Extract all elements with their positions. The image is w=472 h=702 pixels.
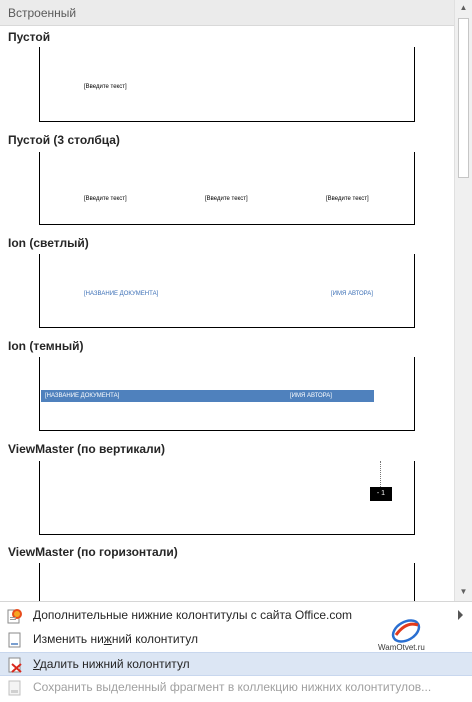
scroll-down-arrow[interactable]: ▼ — [459, 587, 468, 596]
gallery-item-title-ion-dark: Ion (темный) — [8, 339, 84, 353]
gallery-item-title-blank: Пустой — [8, 30, 51, 44]
gallery-item-title-blank-3col: Пустой (3 столбца) — [8, 133, 120, 147]
save-selection-icon — [7, 680, 23, 696]
gallery-item-title-ion-light: Ion (светлый) — [8, 236, 89, 250]
section-header-builtin: Встроенный — [0, 0, 454, 26]
menu-item-label: Дополнительные нижние колонтитулы с сайта Office.com — [33, 608, 352, 622]
placeholder-author: [ИМЯ АВТОРА] — [331, 291, 373, 297]
gallery-item-blank-3col[interactable] — [39, 152, 415, 225]
scroll-up-arrow[interactable]: ▲ — [459, 3, 468, 12]
submenu-arrow-icon — [458, 610, 463, 620]
gallery-item-blank[interactable] — [39, 47, 415, 122]
gallery-scrollbar[interactable] — [454, 0, 472, 601]
placeholder-text-center: [Введите текст] — [205, 196, 248, 202]
office-globe-icon — [7, 608, 23, 624]
placeholder-doc-title: [НАЗВАНИЕ ДОКУМЕНТА] — [84, 291, 159, 297]
menu-item-label: Удалить нижний колонтитул — [33, 657, 190, 671]
placeholder-author: [ИМЯ АВТОРА] — [290, 393, 332, 399]
edit-footer-icon — [7, 632, 23, 648]
menu-item-label: Сохранить выделенный фрагмент в коллекцию нижних колонтитулов... — [33, 680, 432, 694]
gallery-item-viewmaster-vertical[interactable] — [39, 461, 415, 535]
placeholder-text: [Введите текст] — [84, 84, 127, 90]
gallery-item-viewmaster-horizontal[interactable] — [39, 563, 415, 601]
menu-item-label: Изменить нижний колонтитул — [33, 632, 198, 646]
menu-item-delete-footer[interactable] — [0, 652, 472, 676]
watermark-text: WamOtvet.ru — [378, 643, 425, 652]
placeholder-text-right: [Введите текст] — [326, 196, 369, 202]
vertical-dotted-line — [380, 461, 381, 487]
ion-dark-banner — [41, 390, 374, 402]
gallery-item-ion-light[interactable] — [39, 254, 415, 328]
placeholder-doc-title: [НАЗВАНИЕ ДОКУМЕНТА] — [45, 393, 120, 399]
scroll-thumb[interactable] — [458, 18, 469, 178]
delete-footer-icon — [7, 657, 23, 673]
gallery-item-title-viewmaster-vertical: ViewMaster (по вертикали) — [8, 442, 166, 456]
placeholder-text-left: [Введите текст] — [84, 196, 127, 202]
gallery-item-title-viewmaster-horizontal: ViewMaster (по горизонтали) — [8, 545, 178, 559]
menu-item-save-selection — [0, 676, 472, 700]
page-number-box: - 1 — [370, 487, 392, 501]
